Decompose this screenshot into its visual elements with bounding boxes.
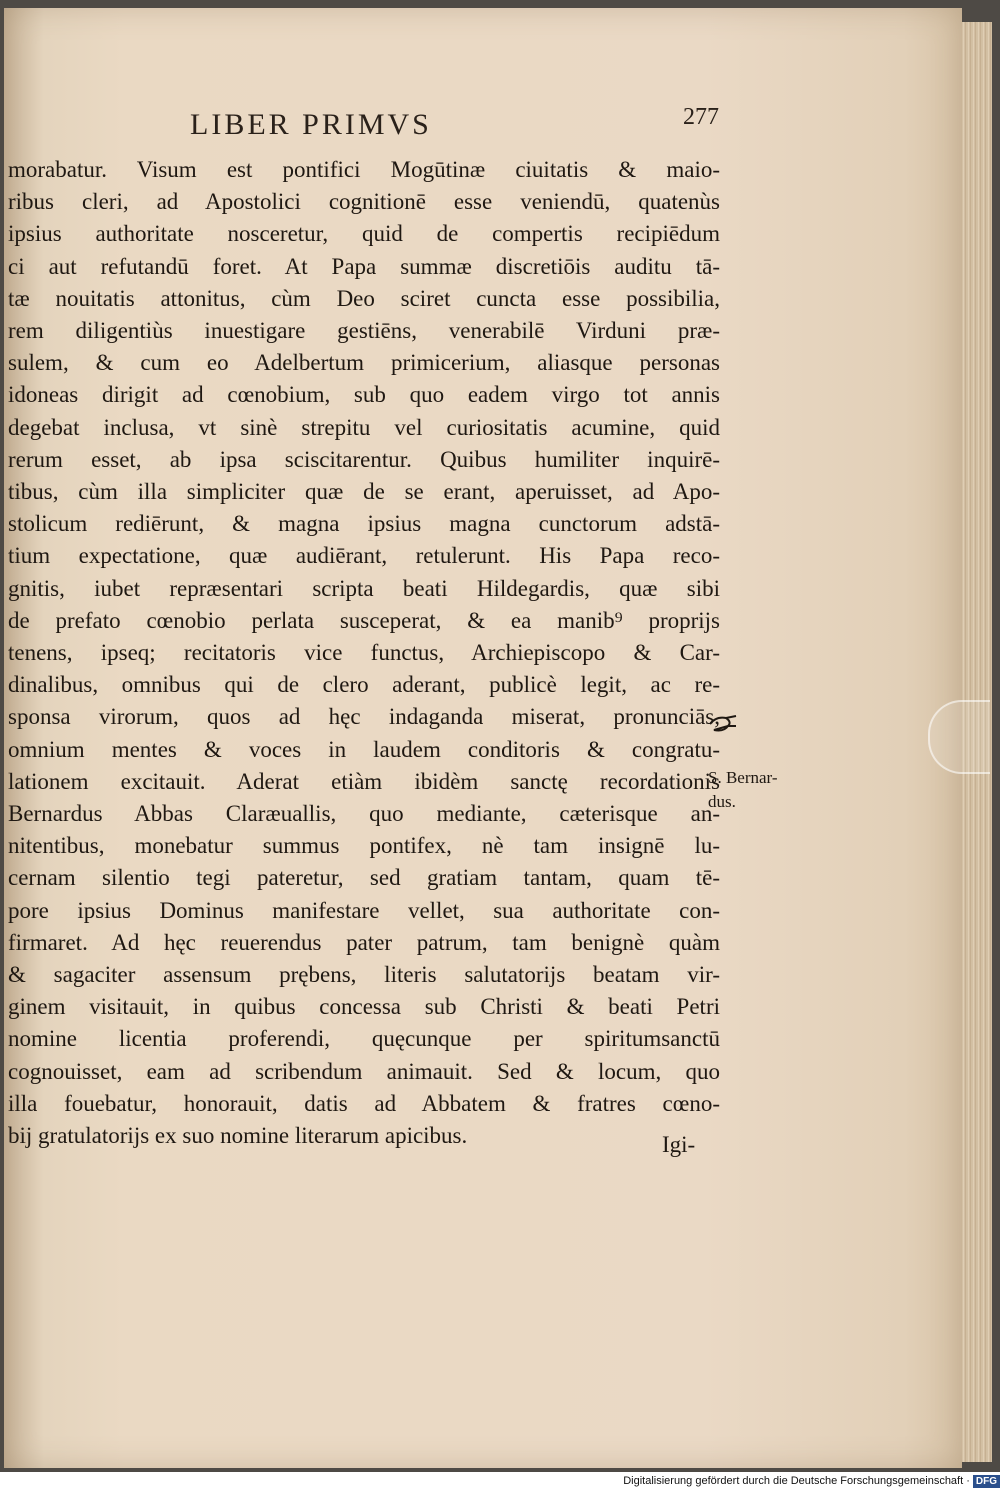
text-line: morabatur. Visum est pontifici Mogūtinæ ciuitatis & maio- xyxy=(8,157,720,182)
text-line: omnium mentes & voces in laudem conditoris & congratu- xyxy=(8,736,720,762)
dfg-badge: DFG xyxy=(973,1475,1000,1488)
text-line: tæ nouitatis attonitus, cùm Deo sciret cuncta esse possibilia, xyxy=(8,285,720,311)
text-line: lationem excitauit. Aderat etiàm ibidèm sanctę recordationis xyxy=(8,768,720,794)
bookmark-tab xyxy=(928,700,990,774)
text-line: pore ipsius Dominus manifestare vellet, sua authoritate con- xyxy=(8,897,720,923)
text-line: ginem visitauit, in quibus concessa sub Christi & beati Petri xyxy=(8,994,720,1020)
manicule-icon xyxy=(706,712,742,736)
text-line: dinalibus, omnibus qui de clero aderant, publicè legit, ac re- xyxy=(8,672,720,698)
text-line: stolicum rediērunt, & magna ipsius magna cunctorum adstā- xyxy=(8,511,720,537)
text-line: degebat inclusa, vt sinè strepitu vel curiositatis acumine, quid xyxy=(8,414,720,440)
text-line: bij gratulatorijs ex suo nomine literarum apicibus. xyxy=(8,1123,468,1148)
text-line: & sagaciter assensum prębens, literis salutatorijs beatam vir- xyxy=(8,962,720,987)
text-line: illa fouebatur, honorauit, datis ad Abbatem & fratres cœno- xyxy=(8,1090,720,1116)
text-line: gnitis, iubet repræsentari scripta beati Hildegardis, quæ sibi xyxy=(8,575,720,601)
text-line: ipsius authoritate nosceretur, quid de compertis recipiēdum xyxy=(8,221,720,247)
page-number: 277 xyxy=(683,104,719,130)
text-line: cernam silentio tegi pateretur, sed gratiam tantam, quam tē- xyxy=(8,865,720,891)
text-line: rem diligentiùs inuestigare gestiēns, venerabilē Virduni præ- xyxy=(8,318,720,343)
text-line: nitentibus, monebatur summus pontifex, nè tam insignē lu- xyxy=(8,833,720,859)
text-line: rerum esset, ab ipsa sciscitarentur. Quibus humiliter inquirē- xyxy=(8,446,720,472)
text-line: sulem, & cum eo Adelbertum primicerium, aliasque personas xyxy=(8,350,720,376)
text-line: firmaret. Ad hęc reuerendus pater patrum, tam benignè quàm xyxy=(8,929,720,955)
text-line: ribus cleri, ad Apostolici cognitionē esse veniendū, quatenùs xyxy=(8,189,720,215)
footer-credit-text: Digitalisierung gefördert durch die Deutsche Forschungsgemeinschaft · xyxy=(623,1475,970,1487)
text-line: tium expectatione, quæ audiērant, retulerunt. His Papa reco- xyxy=(8,543,720,569)
text-line: tibus, cùm illa simpliciter quæ de se erant, aperuisset, ad Apo- xyxy=(8,479,720,504)
margin-note-line: dus. xyxy=(708,792,736,811)
text-line: idoneas dirigit ad cœnobium, sub quo eadem virgo tot annis xyxy=(8,382,720,408)
text-line: cognouisset, eam ad scribendum animauit. Sed & locum, quo xyxy=(8,1058,720,1084)
text-line: nomine licentia proferendi, quęcunque per spiritumsanctū xyxy=(8,1026,720,1052)
catchword: Igi- xyxy=(662,1132,696,1157)
text-line: Bernardus Abbas Claræuallis, quo mediante, cæterisque an- xyxy=(8,801,720,826)
text-line: ci aut refutandū foret. At Papa summæ discretiōis auditu tā- xyxy=(8,253,720,279)
text-line: sponsa virorum, quos ad hęc indaganda miserat, pronunciās, xyxy=(8,704,720,730)
margin-note-line: S. Bernar- xyxy=(708,768,778,787)
margin-note xyxy=(708,766,818,826)
running-title: LIBER PRIMVS xyxy=(190,108,432,141)
footer-credit xyxy=(560,1472,1000,1490)
text-line: de prefato cœnobio perlata susceperat, & ea manib⁹ proprijs xyxy=(8,607,720,633)
text-line: tenens, ipseq; recitatoris vice functus, Archiepiscopo & Car- xyxy=(8,640,720,665)
